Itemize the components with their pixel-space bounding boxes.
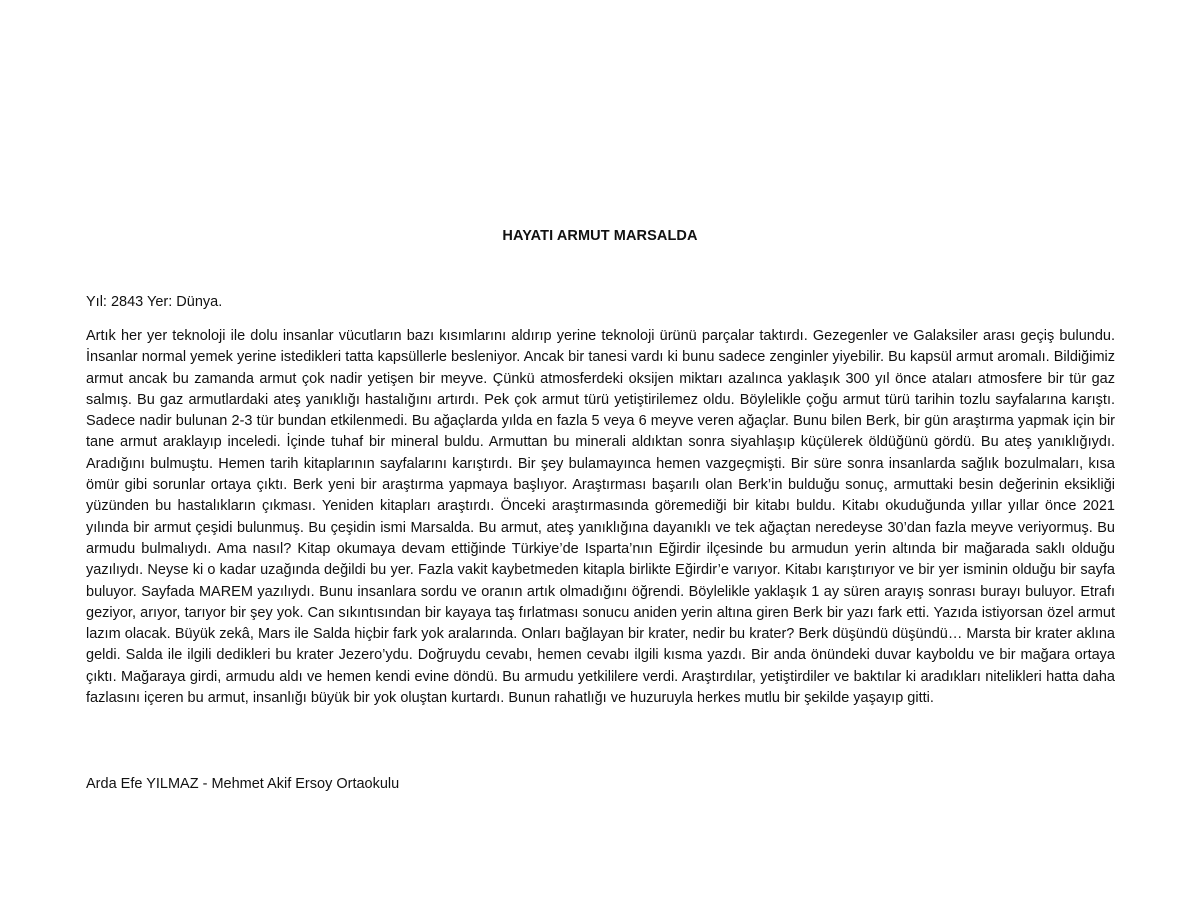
author-line: Arda Efe YILMAZ - Mehmet Akif Ersoy Ortaokulu [86,776,400,792]
story-body: Artık her yer teknoloji ile dolu insanlar vücutların bazı kısımlarını aldırıp yerine teknoloji ürünü parçalar taktırdı. Gezegenler ve Galaksiler arası geçiş bulundu. İnsanlar normal yemek yerine istedikleri tatta kapsüllerle besleniyor. Ancak bir tanesi vardı ki bunu sadece zenginler yiyebilir. Bu kapsül armut aromalı. Bildiğimiz armut ancak bu zamanda armut çok nadir yetişen bir meyve. Çünkü atmosferdeki oksijen miktarı azalınca yaklaşık 300 yıl önce ataları atmosfere bir tür gaz salmış. Bu gaz armutlardaki ateş yanıklığı hastalığını artırdı. Pek çok armut türü yetiştirilemez oldu. Böylelikle çoğu armut türü tarihin tozlu sayfalarına karıştı. Sadece nadir bulunan 2-3 tür bundan etkilenmedi. Bu ağaçlarda yılda en fazla 5 veya 6 meyve veren ağaçlar. Bunu bilen Berk, bir gün araştırma yapmak için bir tane armut araklayıp inceledi. İçinde tuhaf bir mineral buldu. Armuttan bu minerali aldıktan sonra siyahlaşıp küçülerek öldüğünü gördü. Bu ateş yanıklığıydı. Aradığını bulmuştu. Hemen tarih kitaplarının sayfalarını karıştırdı. Bir şey bulamayınca hemen vazgeçmişti. Bir süre sonra insanlarda sağlık bozulmaları, kısa ömür gibi sorunlar ortaya çıktı. Berk yeni bir araştırma yapmaya başlıyor. Araştırması başarılı olan Berk’in bulduğu sonuç, armuttaki besin değerinin eksikliği yüzünden bu hastalıkların çıkması. Yeniden kitapları araştırdı. Önceki araştırmasında göremediği bir kitabı buldu. Kitabı okuduğunda yıllar yıllar önce 2021 yılında bir armut çeşidi bulunmuş. Bu çeşidin ismi Marsalda. Bu armut, ateş yanıklığına dayanıklı ve tek ağaçtan neredeyse 30’dan fazla meyve veriyormuş. Bu armudu bulmalıydı. Ama nasıl? Kitap okumaya devam ettiğinde Türkiye’de Isparta’nın Eğirdir ilçesinde bu armudun yerin altında bir mağarada saklı olduğu yazılıydı. Neyse ki o kadar uzağında değildi bu yer. Fazla vakit kaybetmeden kitapla birlikte Eğirdir’e varıyor. Kitabı karıştırıyor ve bir yer isminin olduğu bir sayfa buluyor. Sayfada MAREM yazılıydı. Bunu insanlara sordu ve oranın artık olmadığını öğrendi. Böylelikle yaklaşık 1 ay süren arayış sonrası burayı buluyor. Etrafı geziyor, arıyor, tarıyor bir şey yok. Can sıkıntısından bir kayaya taş fırlatması sonucu aniden yerin altına giren Berk bir yazı fark etti. Yazıda istiyorsan özel armut lazım olacak. Büyük zekâ, Mars ile Salda hiçbir fark yok aralarında. Onları bağlayan bir krater, nedir bu krater? Berk düşündü düşündü… Marsta bir krater aklına geldi. Salda ile ilgili dedikleri bu krater Jezero’ydu. Doğruydu cevabı, hemen cevabı ilgili kısma yazdı. Bir anda önündeki duvar kayboldu ve bir mağara ortaya çıktı. Mağaraya girdi, armudu aldı ve hemen kendi evine döndü. Bu armudu yetkililere verdi. Araştırdılar, yetiştirdiler ve baktılar ki aradıkları nitelikleri hatta daha fazlasını içeren bu armut, insanlığı büyük bir yok oluştan kurtardı. Bunun rahatlığı ve huzuruyla herkes mutlu bir şekilde yaşayıp gitti. [86,328,1115,707]
year-place-line: Yıl: 2843 Yer: Dünya. [86,294,223,310]
document-title: HAYATI ARMUT MARSALDA [502,228,698,244]
